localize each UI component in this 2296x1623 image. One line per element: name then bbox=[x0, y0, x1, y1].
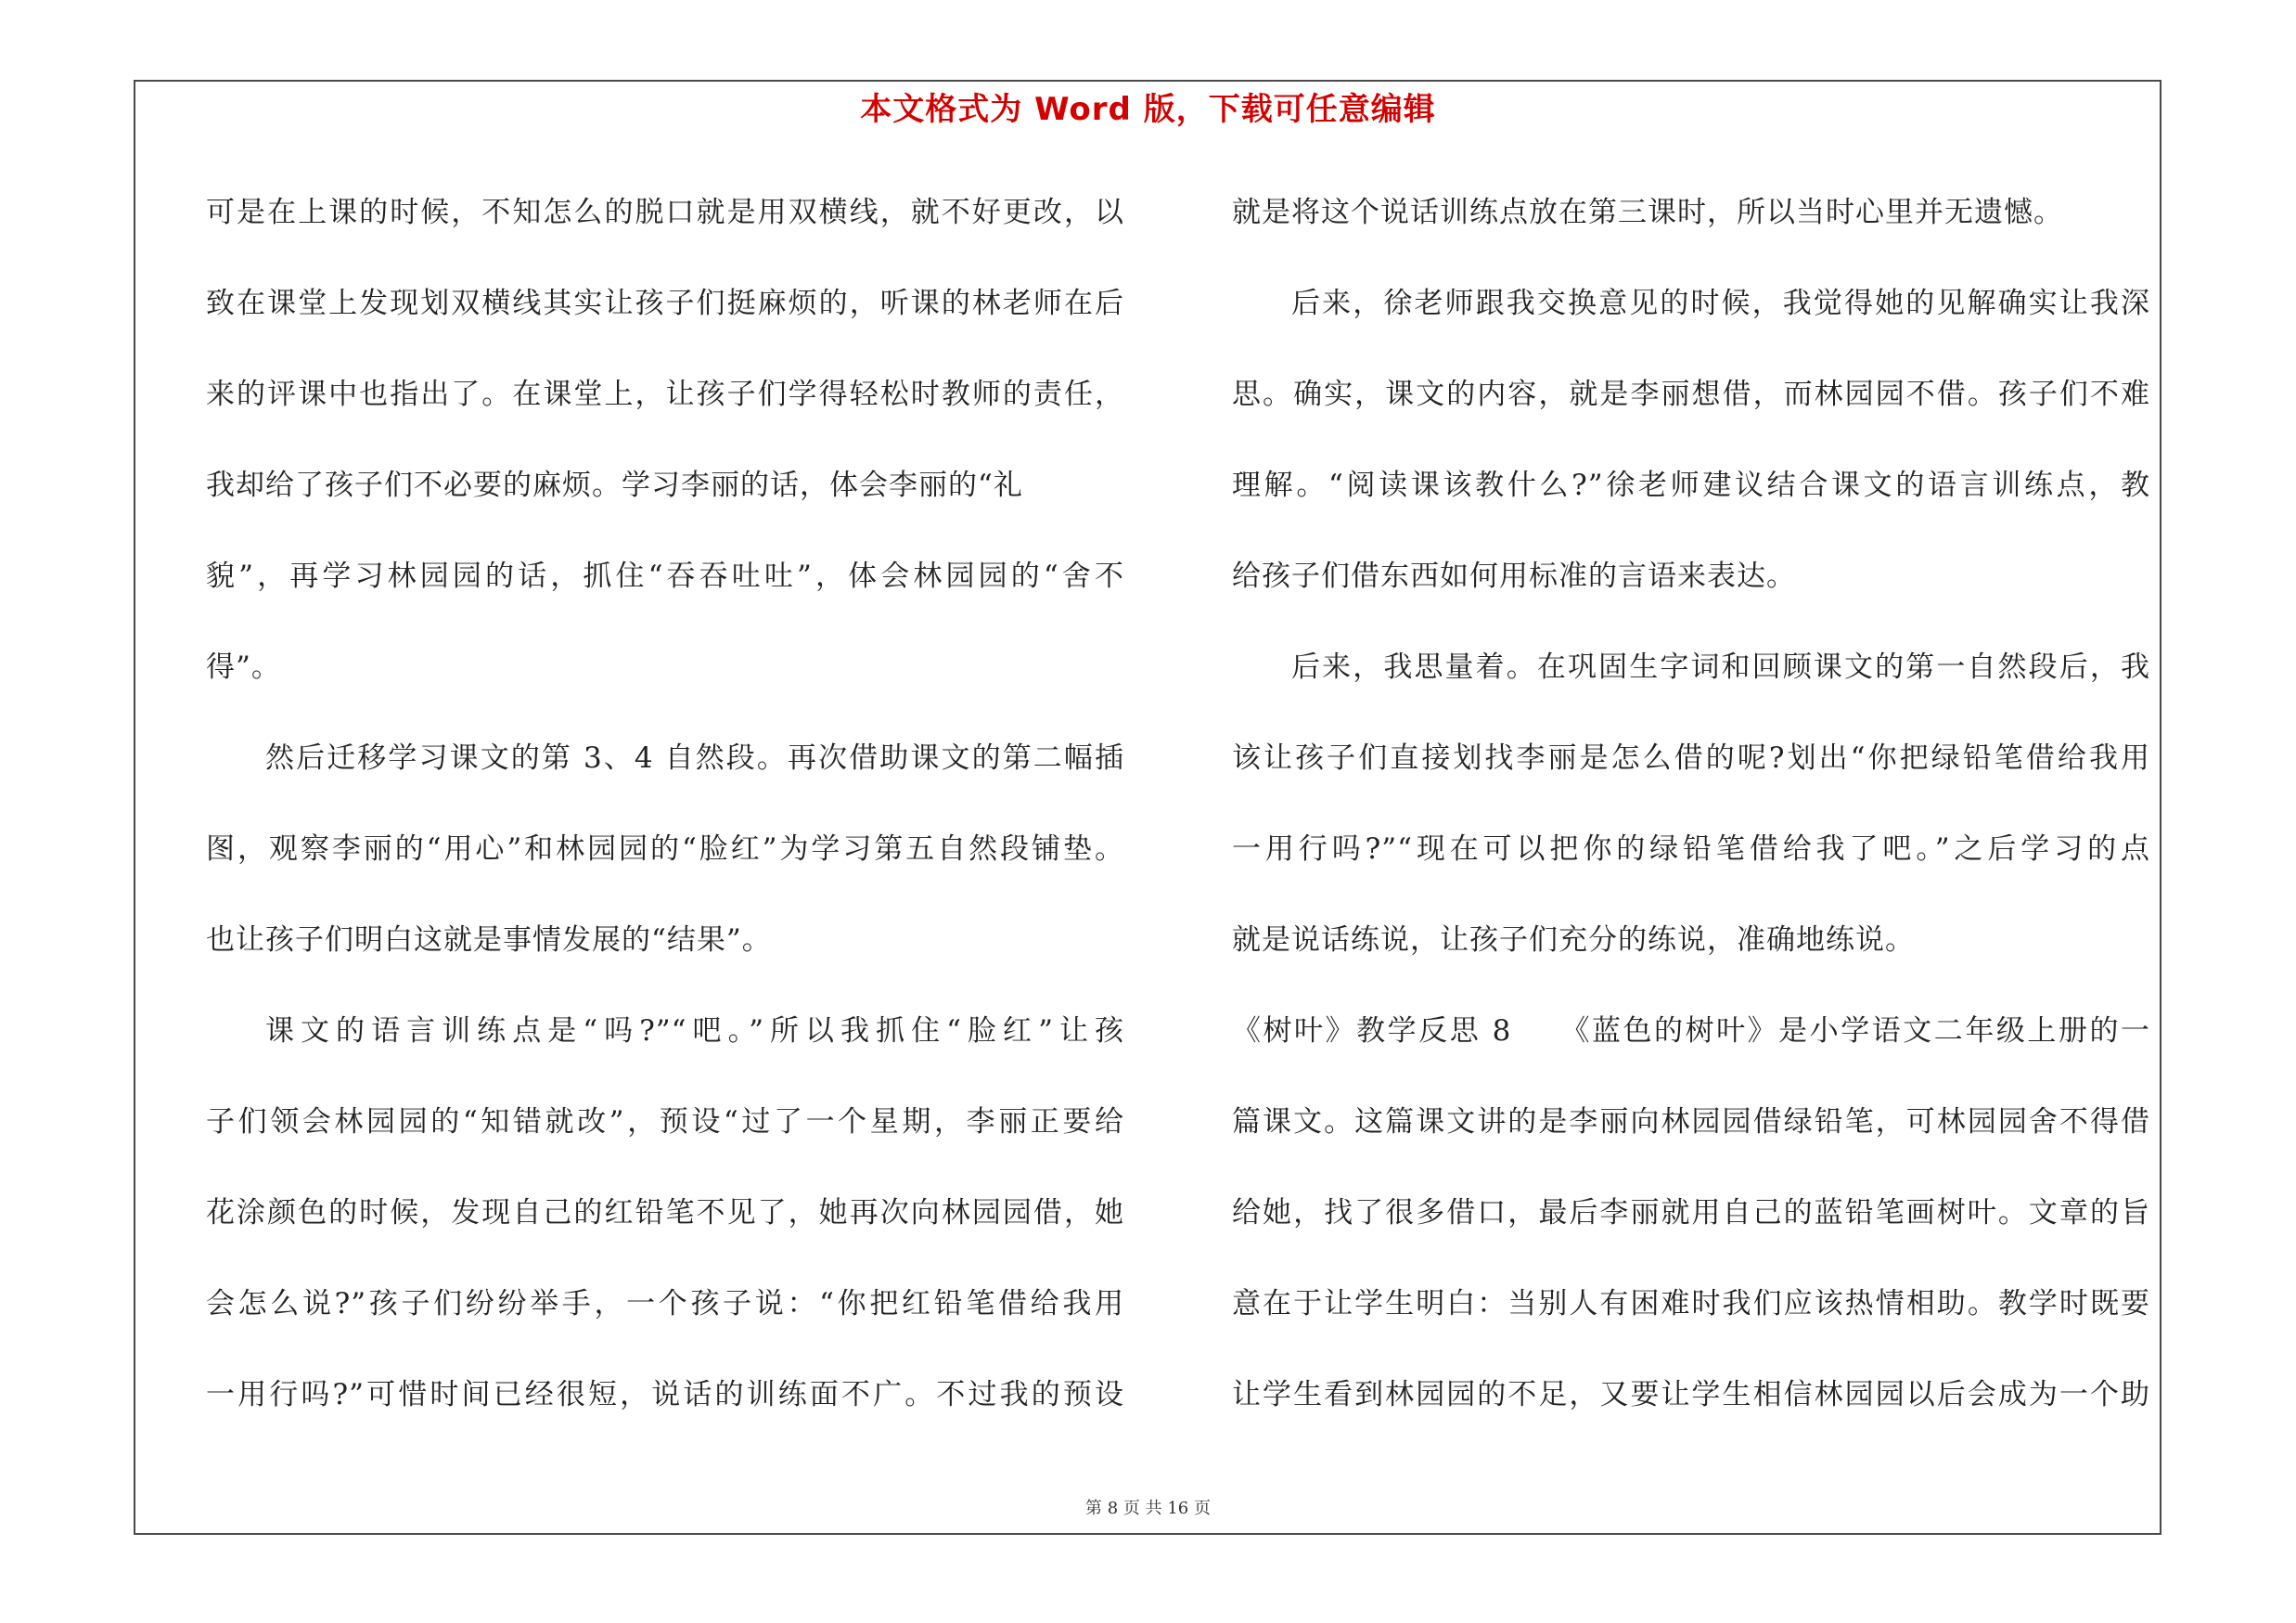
text-line: 致在课堂上发现划双横线其实让孩子们挺麻烦的，听课的林老师在后 bbox=[206, 287, 1124, 320]
text-line: 《树叶》教学反思 8 《蓝色的树叶》是小学语文二年级上册的一 bbox=[1232, 1014, 2150, 1048]
left-text-column bbox=[206, 180, 1124, 1451]
text-line: 就是说话练说，让孩子们充分的练说，准确地练说。 bbox=[1232, 923, 1915, 957]
text-line: 图，观察李丽的“用心”和林园园的“脸红”为学习第五自然段铺垫。 bbox=[206, 832, 1124, 866]
text-line: 思。确实，课文的内容，就是李丽想借，而林园园不借。孩子们不难 bbox=[1232, 378, 2150, 411]
text-line: 就是将这个说话训练点放在第三课时，所以当时心里并无遗憾。 bbox=[1232, 196, 2063, 229]
text-line: 我却给了孩子们不必要的麻烦。学习李丽的话，体会李丽的“礼 bbox=[206, 469, 1023, 502]
text-line: 后来，我思量着。在巩固生字词和回顾课文的第一自然段后，我 bbox=[1291, 650, 2150, 684]
right-text-column bbox=[1232, 180, 2150, 1451]
text-line: 然后迁移学习课文的第 3、4 自然段。再次借助课文的第二幅插 bbox=[265, 741, 1124, 775]
page-number-footer: 第 8 页 共 16 页 bbox=[1085, 1499, 1211, 1518]
text-line: 貌”，再学习林园园的话，抓住“吞吞吐吐”，体会林园园的“舍不 bbox=[206, 560, 1124, 593]
text-line: 可是在上课的时候，不知怎么的脱口就是用双横线，就不好更改，以 bbox=[206, 196, 1124, 229]
text-line: 一用行吗?”可惜时间已经很短，说话的训练面不广。不过我的预设 bbox=[206, 1378, 1124, 1411]
text-line: 得”。 bbox=[206, 650, 281, 684]
text-line: 花涂颜色的时候，发现自己的红铅笔不见了，她再次向林园园借，她 bbox=[206, 1196, 1124, 1230]
text-line: 该让孩子们直接划找李丽是怎么借的呢?划出“你把绿铅笔借给我用 bbox=[1232, 741, 2150, 775]
text-line: 子们领会林园园的“知错就改”，预设“过了一个星期，李丽正要给 bbox=[206, 1105, 1124, 1139]
text-line: 篇课文。这篇课文讲的是李丽向林园园借绿铅笔，可林园园舍不得借 bbox=[1232, 1105, 2150, 1139]
text-line: 给孩子们借东西如何用标准的言语来表达。 bbox=[1232, 560, 1796, 593]
text-line: 给她，找了很多借口，最后李丽就用自己的蓝铅笔画树叶。文章的旨 bbox=[1232, 1196, 2150, 1230]
text-line: 后来，徐老师跟我交换意见的时候，我觉得她的见解确实让我深 bbox=[1291, 287, 2150, 320]
text-line: 也让孩子们明白这就是事情发展的“结果”。 bbox=[206, 923, 772, 957]
text-line: 理解。“阅读课该教什么?”徐老师建议结合课文的语言训练点，教 bbox=[1232, 469, 2150, 502]
text-line: 会怎么说?”孩子们纷纷举手，一个孩子说：“你把红铅笔借给我用 bbox=[206, 1287, 1124, 1320]
text-line: 来的评课中也指出了。在课堂上，让孩子们学得轻松时教师的责任， bbox=[206, 378, 1124, 411]
text-line: 一用行吗?”“现在可以把你的绿铅笔借给我了吧。”之后学习的点 bbox=[1232, 832, 2150, 866]
text-line: 课文的语言训练点是“吗?”“吧。”所以我抓住“脸红”让孩 bbox=[265, 1014, 1124, 1048]
text-line: 意在于让学生明白：当别人有困难时我们应该热情相助。教学时既要 bbox=[1232, 1287, 2150, 1320]
text-line: 让学生看到林园园的不足，又要让学生相信林园园以后会成为一个助 bbox=[1232, 1378, 2150, 1411]
format-banner: 本文格式为 Word 版，下载可任意编辑 bbox=[860, 91, 1436, 128]
